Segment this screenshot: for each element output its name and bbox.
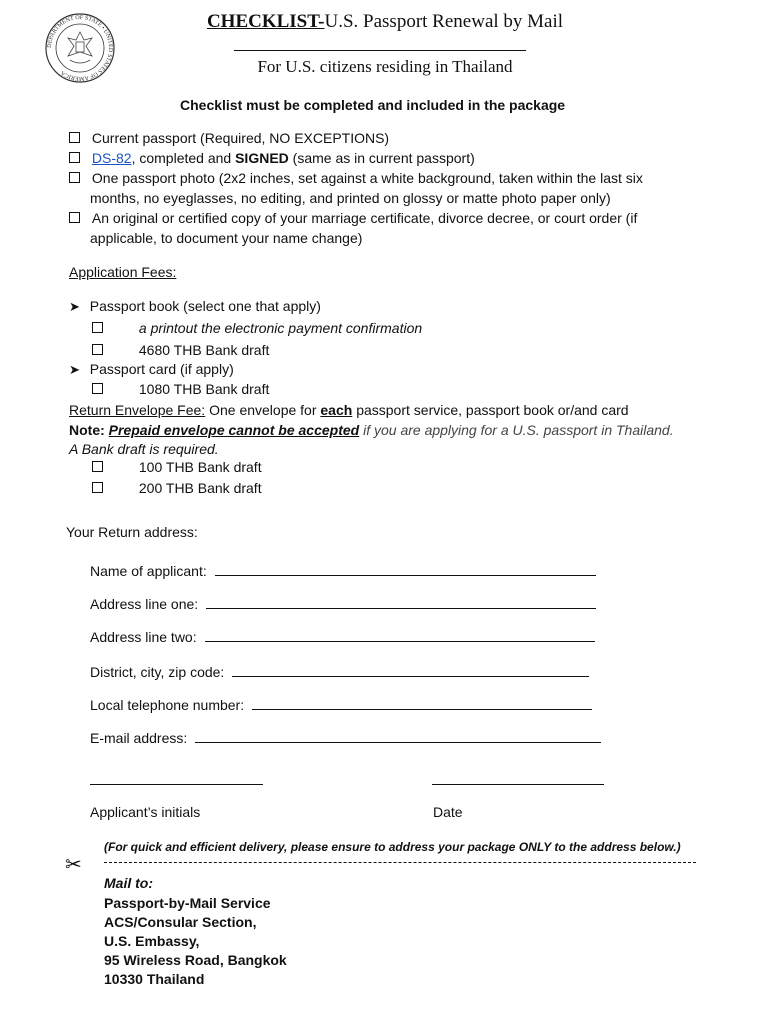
checklist-item-passport[interactable]	[69, 128, 389, 148]
address-line-one-field[interactable]	[90, 594, 596, 614]
initials-signature-line[interactable]	[90, 784, 263, 785]
telephone-field[interactable]	[90, 695, 592, 715]
title-checklist: CHECKLIST-	[206, 11, 325, 32]
return-address-heading: Your Return address:	[66, 524, 198, 540]
checklist-item-label: Current passport (Required, NO EXCEPTIONS)	[91, 130, 390, 146]
mail-address-line1: Passport-by-Mail Service	[104, 895, 271, 911]
prepaid-note	[69, 420, 674, 440]
checklist-item-label: One passport photo (2x2 inches, set against a white background, taken within the last six	[91, 170, 643, 186]
checkbox-icon[interactable]	[92, 322, 103, 333]
checkbox-icon[interactable]	[92, 482, 103, 493]
field-label: District, city, zip code:	[90, 664, 225, 680]
field-label: Address line two:	[90, 629, 197, 645]
checkbox-icon[interactable]	[92, 344, 103, 355]
note-label: Note:	[69, 422, 109, 438]
checkbox-icon[interactable]	[92, 461, 103, 472]
fee-option-label: 1080 THB Bank draft	[138, 381, 270, 397]
fee-option-label: 4680 THB Bank draft	[138, 342, 270, 358]
date-signature-line[interactable]	[432, 784, 604, 785]
ds82-link[interactable]: DS-82	[91, 150, 132, 166]
fee-passport-book	[69, 296, 321, 317]
field-label: E-mail address:	[90, 730, 188, 746]
return-fee-label: Return Envelope Fee:	[69, 402, 206, 418]
district-input[interactable]	[232, 662, 589, 677]
mail-address-line4: 95 Wireless Road, Bangkok	[104, 952, 287, 968]
mail-address-line5: 10330 Thailand	[104, 971, 205, 987]
checklist-item-marriage-cont: applicable, to document your name change)	[90, 230, 363, 246]
district-field[interactable]	[90, 662, 589, 682]
initials-label: Applicant’s initials	[90, 804, 201, 820]
checklist-item-photo-cont: months, no eyeglasses, no editing, and printed on glossy or matte photo paper only)	[90, 190, 611, 206]
date-label: Date	[433, 804, 463, 820]
fee-option-label: a printout the electronic payment confirmation	[138, 320, 423, 336]
checklist-item-marriage[interactable]	[69, 208, 637, 228]
checkbox-icon[interactable]	[69, 172, 80, 183]
checklist-item-label: An original or certified copy of your marriage certificate, divorce decree, or court order (if	[91, 210, 638, 226]
name-field[interactable]	[90, 561, 596, 581]
fees-heading: Application Fees:	[69, 264, 177, 280]
name-input[interactable]	[215, 561, 596, 576]
mail-address-line2: ACS/Consular Section,	[104, 914, 257, 930]
checklist-item-label: (same as in current passport)	[288, 150, 475, 166]
checkbox-icon[interactable]	[69, 212, 80, 223]
address-line-two-field[interactable]	[90, 627, 595, 647]
seal-ring-text: DEPARTMENT OF STATE • UNITED STATES OF AMERICA	[46, 14, 114, 82]
checkbox-icon[interactable]	[69, 132, 80, 143]
fee-book-option-draft[interactable]	[92, 340, 269, 360]
mail-address-line3: U.S. Embassy,	[104, 933, 200, 949]
title-rest: U.S. Passport Renewal by Mail	[324, 11, 564, 32]
fee-label: Passport book (select one that apply)	[89, 298, 321, 314]
envelope-option-100[interactable]	[92, 457, 262, 477]
checklist-item-ds82[interactable]	[69, 148, 475, 168]
mail-to-label: Mail to:	[104, 875, 153, 891]
fee-option-label: 200 THB Bank draft	[138, 480, 262, 496]
each-emphasis: each	[320, 402, 353, 418]
return-envelope-fee	[69, 400, 629, 420]
field-label: Local telephone number:	[90, 697, 245, 713]
field-label: Name of applicant:	[90, 563, 207, 579]
checklist-item-label: , completed and	[131, 150, 236, 166]
field-label: Address line one:	[90, 596, 199, 612]
fee-option-label: 100 THB Bank draft	[138, 459, 262, 475]
address-line-one-input[interactable]	[206, 594, 596, 609]
scissors-icon: ✂	[65, 854, 82, 876]
must-complete-note: Checklist must be completed and included in the package	[180, 97, 566, 113]
signed-emphasis: SIGNED	[235, 150, 289, 166]
fee-label: Passport card (if apply)	[89, 361, 234, 377]
fee-passport-card	[69, 359, 234, 380]
page-title	[0, 11, 770, 33]
title-rule	[234, 50, 526, 51]
return-fee-text: One envelope for	[205, 402, 321, 418]
email-input[interactable]	[195, 728, 601, 743]
return-fee-text: passport service, passport book or/and card	[352, 402, 629, 418]
envelope-option-200[interactable]	[92, 478, 262, 498]
fee-book-option-printout[interactable]	[92, 318, 422, 338]
checklist-item-photo[interactable]	[69, 168, 643, 188]
bank-draft-required: A Bank draft is required.	[69, 441, 219, 457]
checkbox-icon[interactable]	[92, 383, 103, 394]
email-field[interactable]	[90, 728, 601, 748]
cut-line	[104, 862, 696, 863]
checkbox-icon[interactable]	[69, 152, 80, 163]
arrow-bullet-icon: ➤	[69, 299, 80, 314]
address-line-two-input[interactable]	[205, 627, 595, 642]
note-text: if you are applying for a U.S. passport in Thailand.	[359, 422, 674, 438]
page-subtitle: For U.S. citizens residing in Thailand	[257, 57, 513, 76]
telephone-input[interactable]	[252, 695, 592, 710]
delivery-instruction: (For quick and efficient delivery, please ensure to address your package ONLY to the address below.)	[104, 840, 681, 854]
note-emphasis: Prepaid envelope cannot be accepted	[108, 422, 360, 438]
fee-card-option-draft[interactable]	[92, 379, 269, 399]
arrow-bullet-icon: ➤	[69, 362, 80, 377]
